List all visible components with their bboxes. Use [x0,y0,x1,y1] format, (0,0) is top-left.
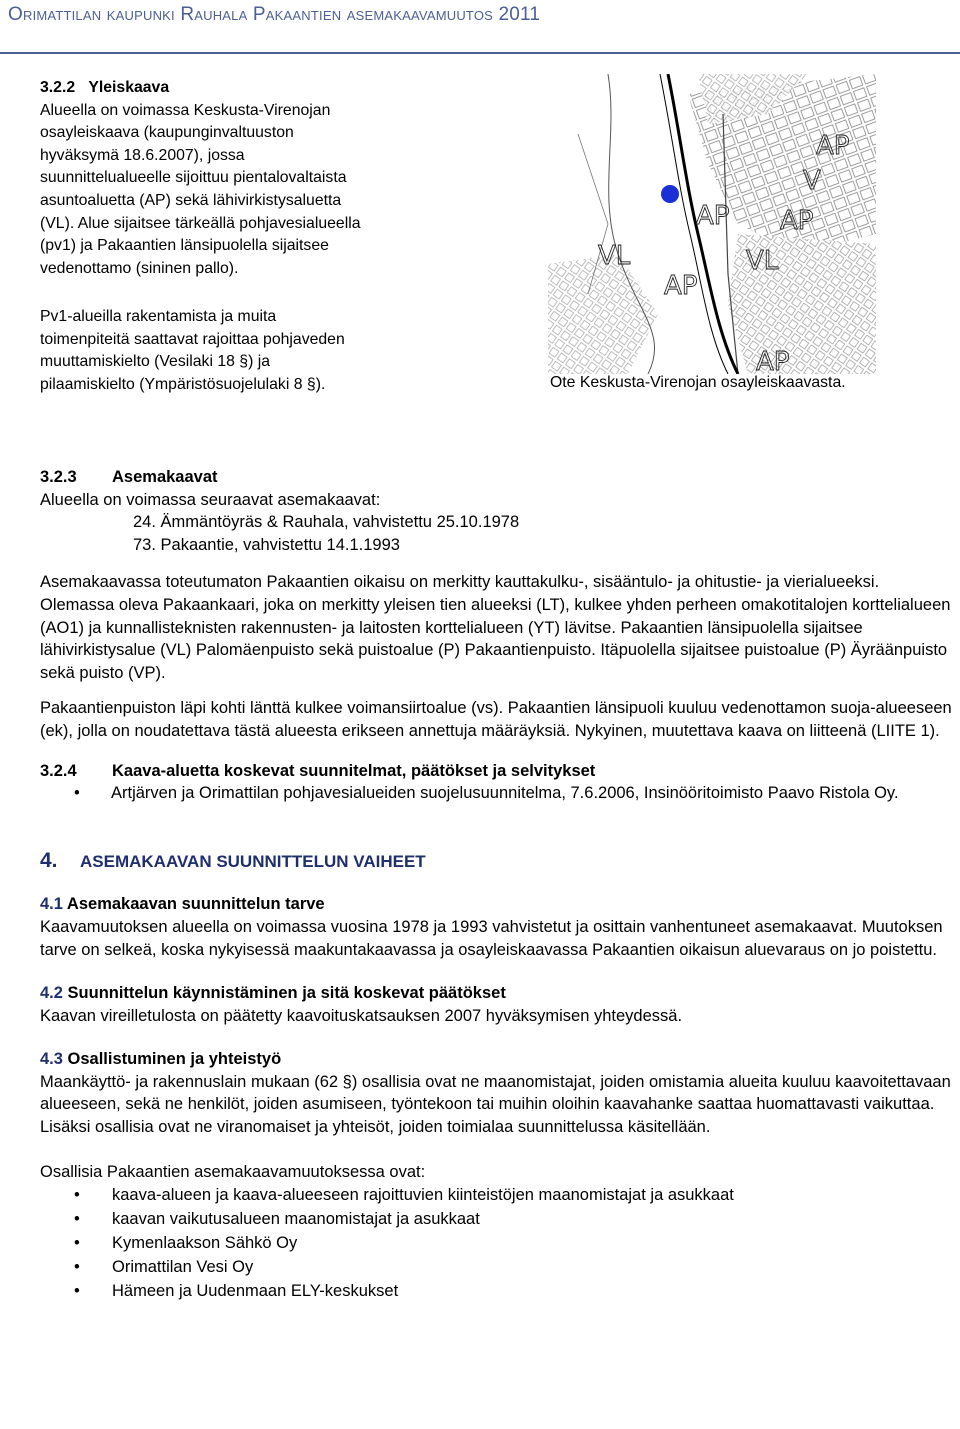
subsection-title: Osallistuminen ja yhteistyö [67,1050,282,1069]
list-item: • Hämeen ja Uudenmaan ELY-keskukset [40,1279,920,1303]
subsection-number: 4.2 [40,984,63,1003]
plan-item: 24. Ämmäntöyräs & Rauhala, vahvistettu 25.10.1978 [133,513,520,532]
paragraph-line: hyväksymä 18.6.2007), jossa [40,146,245,164]
section-number: 3.2.3 [40,468,77,486]
stakeholder-list [40,1183,920,1303]
page-header: Orimattilan kaupunki Rauhala Pakaantien asemakaavamuutos 2011 [8,4,541,25]
section-number: 3.2.4 [40,761,77,780]
section-heading [40,77,520,100]
map-label-ap: AP [696,201,730,231]
subsection-number: 4.1 [40,895,63,914]
map-label-ap: AP [816,131,850,161]
paragraph-line: vedenottamo (sininen pallo). [40,259,239,277]
paragraph: Maankäyttö- ja rakennuslain mukaan (62 §) osallisia ovat ne maanomistajat, joiden omistamia alueita kuuluu kaavoitettavaan alueeseen, sekä ne henkilöt, joiden asumiseen, työntekoon tai muihin oloihin kaavahanke saattaa huomattavasti vaikuttaa. Lisäksi osallisia ovat ne viranomaiset ja yhteisöt, joiden toimialaa suunnittelussa käsitellään. [40,1072,951,1137]
map-caption: Ote Keskusta-Virenojan osayleiskaavasta. [550,374,846,391]
paragraph: Pakaantienpuiston läpi kohti länttä kulkee voimansiirtoalue (vs). Pakaantien länsipuoli kuuluu vedenottamon suoja-alueeseen (ek), jolla on noudatettava tästä alueesta erikseen annettuja määräyksiä. Nykyinen, muutettava kaava on liitteenä (LIITE 1). [40,699,952,740]
paragraph-line: (pv1) ja Pakaantien länsipuolella sijaitsee [40,237,329,255]
paragraph-line: suunnittelualueelle sijoittuu pientalovaltaista [40,169,347,187]
pv1-paragraph [40,306,530,396]
subsection-heading [40,893,920,916]
section-heading [40,760,920,783]
map-label-ap: AP [664,271,698,301]
section-title: Asemakaavat [112,468,218,486]
subsection-heading [40,1048,920,1071]
paragraph-line: toimenpiteitä saattavat rajoittaa pohjaveden [40,330,345,348]
chapter-number: 4. [40,848,58,872]
paragraph-line: muuttamiskielto (Vesilaki 18 §) ja [40,353,271,371]
map-label-ap: AP [780,206,814,236]
map-label-vl: VL [746,246,779,276]
map-label-vl: VL [598,241,631,271]
section-title: Kaava-aluetta koskevat suunnitelmat, päätökset ja selvitykset [112,761,596,780]
section-number: 3.2.2 [40,79,76,96]
list-item: • Orimattilan Vesi Oy [40,1255,920,1279]
section-3-2-3 [40,466,952,1303]
subsection-number: 4.3 [40,1050,63,1069]
list-item: • Kymenlaakson Sähkö Oy [40,1231,920,1255]
list-item: • kaavan vaikutusalueen maanomistajat ja asukkaat [40,1207,920,1231]
list-item: • Artjärven ja Orimattilan pohjavesialueiden suojelusuunnitelma, 7.6.2006, Insinööritoimisto Paavo Ristola Oy. [40,782,960,805]
paragraph: Kaavamuutoksen alueella on voimassa vuosina 1978 ja 1993 vahvistetut ja osittain vanhentuneet asemakaavat. Muutoksen tarve on selkeä, koska nykyisessä maakuntakaavassa ja osayleiskaavassa Pakaantien oikaisun aluevaraus on jo poistettu. [40,917,943,959]
section-title: Yleiskaava [88,79,170,96]
subsection-title: Suunnittelun käynnistäminen ja sitä koskevat päätökset [67,984,506,1003]
paragraph-line: Pv1-alueilla rakentamista ja muita [40,308,277,325]
section-heading [40,466,920,489]
paragraph-line: pilaamiskielto (Ympäristösuojelulaki 8 §). [40,375,326,393]
chapter-title: ASEMAKAAVAN SUUNNITTELUN VAIHEET [80,851,426,871]
paragraph-line: asuntoaluetta (AP) sekä lähivirkistysaluetta [40,191,342,209]
map-label-ap: AP [756,347,790,374]
chapter-heading [40,850,920,874]
water-intake-marker [661,185,679,203]
section-3-2-2 [40,77,520,280]
subsection-heading [40,982,920,1005]
section-intro: Alueella on voimassa seuraavat asemakaavat: [40,490,381,509]
plan-item: 73. Pakaantie, vahvistettu 14.1.1993 [133,535,400,554]
paragraph: Kaavan vireilletulosta on päätetty kaavoituskatsauksen 2007 hyväksymisen yhteydessä. [40,1006,683,1025]
paragraph-line: Alueella on voimassa Keskusta-Virenojan [40,101,331,119]
paragraph-line: osayleiskaava (kaupunginvaltuuston [40,124,294,142]
map-label-v: V [803,166,821,196]
subsection-title: Asemakaavan suunnittelun tarve [66,895,325,914]
master-plan-map [548,74,876,374]
paragraph-line: (VL). Alue sijaitsee tärkeällä pohjavesialueella [40,214,361,232]
paragraph: Asemakaavassa toteutumaton Pakaantien oikaisu on merkitty kauttakulku-, sisääntulo- ja ohitustie- ja vierialueeksi. Olemassa oleva Pakaankaari, joka on merkitty yleisen tien alueeksi (LT), kulkee yhden perheen omakotitalojen korttelialueen (AO1) ja kunnallisteknisten rakennusten- ja laitosten korttelialueen (YT) lävitse. Pakaantien länsipuolella sijaitsee lähivirkistysalue (VL) Palomäenpuisto sekä puistoalue (P) Pakaantienpuisto. Itäpuolella sijaitsee puistoalue (P) Äyräänpuisto sekä puisto (VP). [40,573,951,682]
list-item: • kaava-alueen ja kaava-alueeseen rajoittuvien kiinteistöjen maanomistajat ja asukkaat [40,1183,920,1207]
header-rule [0,52,960,54]
list-intro: Osallisia Pakaantien asemakaavamuutoksessa ovat: [40,1162,426,1181]
